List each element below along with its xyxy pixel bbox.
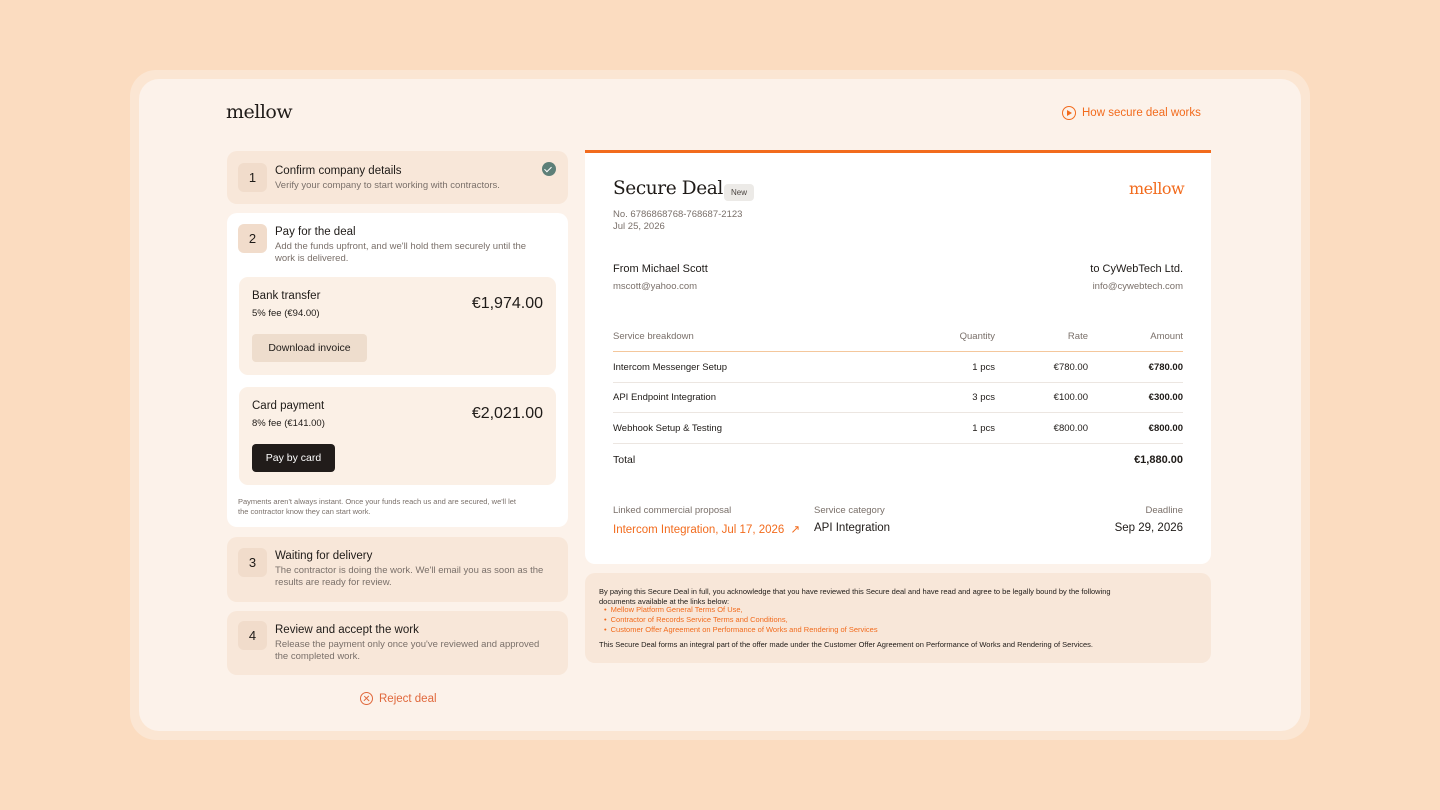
deal-date: Jul 25, 2026 bbox=[613, 221, 665, 232]
payment-fee: 5% fee (€94.00) bbox=[252, 308, 320, 319]
check-circle-icon bbox=[542, 162, 556, 176]
step-description bbox=[275, 565, 543, 589]
step-description-line: Add the funds upfront, and we'll hold them securely until the bbox=[275, 241, 527, 252]
step-title: Waiting for delivery bbox=[275, 550, 373, 562]
step-number: 4 bbox=[238, 621, 267, 650]
step-description-line: Release the payment only once you've reviewed and approved bbox=[275, 639, 540, 650]
table-cell-service: Intercom Messenger Setup bbox=[613, 362, 728, 373]
status-badge: New bbox=[724, 184, 754, 201]
step-number: 2 bbox=[238, 224, 267, 253]
table-cell-service: Webhook Setup & Testing bbox=[613, 423, 722, 434]
card-payment-option bbox=[239, 387, 556, 485]
table-cell-amount: €780.00 bbox=[1148, 362, 1183, 373]
table-header-quantity: Quantity bbox=[959, 331, 995, 342]
download-invoice-button[interactable]: Download invoice bbox=[252, 334, 367, 362]
step-description bbox=[275, 639, 539, 663]
row-divider bbox=[613, 382, 1183, 383]
contractor-terms-link[interactable]: • Contractor of Records Service Terms and Conditions, bbox=[604, 615, 788, 625]
close-circle-icon bbox=[360, 692, 373, 705]
legal-intro-line: documents available at the links below: bbox=[599, 596, 730, 606]
table-cell-qty: 3 pcs bbox=[972, 392, 995, 403]
table-cell-rate: €800.00 bbox=[1053, 423, 1088, 434]
step-number: 3 bbox=[238, 548, 267, 577]
payment-method-title: Card payment bbox=[252, 400, 325, 412]
step-description: Verify your company to start working with contractors. bbox=[275, 180, 500, 191]
table-cell-amount: €300.00 bbox=[1148, 392, 1183, 403]
step-title: Pay for the deal bbox=[275, 226, 356, 238]
service-category-value: API Integration bbox=[814, 522, 891, 534]
step-number: 1 bbox=[238, 163, 267, 192]
to-party: to CyWebTech Ltd. bbox=[1090, 263, 1183, 275]
payment-fee: 8% fee (€141.00) bbox=[252, 418, 325, 429]
reject-deal-button[interactable] bbox=[360, 692, 437, 705]
row-divider bbox=[613, 412, 1183, 413]
table-header-service: Service breakdown bbox=[613, 331, 694, 342]
mellow-logo-orange: mellow bbox=[1129, 179, 1185, 198]
payment-note bbox=[238, 497, 558, 516]
step-description-line: results are ready for review. bbox=[275, 577, 392, 588]
linked-proposal-text: Intercom Integration, Jul 17, 2026 bbox=[613, 524, 785, 536]
table-cell-qty: 1 pcs bbox=[972, 423, 995, 434]
step-title: Review and accept the work bbox=[275, 624, 419, 636]
table-cell-rate: €100.00 bbox=[1053, 392, 1088, 403]
step-description-line: work is delivered. bbox=[275, 253, 349, 264]
payment-note-line: the contractor know they can start work. bbox=[238, 506, 371, 516]
legal-intro bbox=[599, 587, 1111, 606]
payment-amount: €2,021.00 bbox=[471, 405, 543, 422]
table-cell-service: API Endpoint Integration bbox=[613, 392, 716, 403]
linked-proposal-label: Linked commercial proposal bbox=[613, 505, 732, 516]
total-value: €1,880.00 bbox=[1134, 454, 1183, 466]
table-header-amount: Amount bbox=[1150, 331, 1183, 342]
total-label: Total bbox=[613, 454, 636, 466]
deadline-label: Deadline bbox=[1145, 505, 1183, 516]
from-email: mscott@yahoo.com bbox=[613, 281, 698, 292]
service-category-label: Service category bbox=[814, 505, 885, 516]
table-cell-amount: €800.00 bbox=[1148, 423, 1183, 434]
how-link-label: How secure deal works bbox=[1082, 107, 1201, 119]
payment-amount: €1,974.00 bbox=[471, 295, 543, 312]
mellow-logo[interactable]: mellow bbox=[226, 101, 293, 123]
step-confirm-company[interactable] bbox=[227, 151, 568, 204]
deal-number: No. 6786868768-768687-2123 bbox=[613, 209, 743, 220]
legal-intro-line: By paying this Secure Deal in full, you acknowledge that you have reviewed this Secure deal and have read and agree to be legally bound by the following bbox=[599, 587, 1111, 596]
from-party: From Michael Scott bbox=[613, 263, 708, 275]
table-cell-rate: €780.00 bbox=[1053, 362, 1088, 373]
step-title: Confirm company details bbox=[275, 165, 402, 177]
pay-by-card-button[interactable]: Pay by card bbox=[252, 444, 335, 472]
to-email: info@cywebtech.com bbox=[1092, 281, 1183, 292]
step-description bbox=[275, 241, 526, 265]
row-divider bbox=[613, 443, 1183, 444]
step-description-line: The contractor is doing the work. We'll email you as soon as the bbox=[275, 565, 544, 576]
step-review-accept bbox=[227, 611, 568, 675]
table-cell-qty: 1 pcs bbox=[972, 362, 995, 373]
payment-method-title: Bank transfer bbox=[252, 290, 321, 302]
arrow-up-right-icon: ↗ bbox=[790, 524, 801, 536]
linked-proposal-link[interactable] bbox=[613, 522, 800, 536]
deadline-value: Sep 29, 2026 bbox=[1114, 522, 1183, 534]
step-waiting-delivery bbox=[227, 537, 568, 602]
payment-note-line: Payments aren't always instant. Once your funds reach us and are secured, we'll let bbox=[238, 497, 517, 506]
deal-title: Secure Deal bbox=[613, 178, 723, 199]
terms-of-use-link[interactable]: • Mellow Platform General Terms Of Use, bbox=[604, 605, 743, 615]
step-description-line: the completed work. bbox=[275, 651, 361, 662]
table-header-divider bbox=[613, 351, 1183, 352]
play-icon bbox=[1062, 106, 1076, 120]
table-header-rate: Rate bbox=[1067, 331, 1088, 342]
bank-transfer-option bbox=[239, 277, 556, 375]
offer-agreement-link[interactable]: • Customer Offer Agreement on Performance of Works and Rendering of Services bbox=[604, 625, 878, 635]
how-secure-deal-works-link[interactable] bbox=[1062, 106, 1201, 120]
legal-footer: This Secure Deal forms an integral part of the offer made under the Customer Offer Agreement on Performance of Works and Rendering of Services. bbox=[599, 640, 1093, 649]
reject-deal-label: Reject deal bbox=[379, 692, 437, 705]
